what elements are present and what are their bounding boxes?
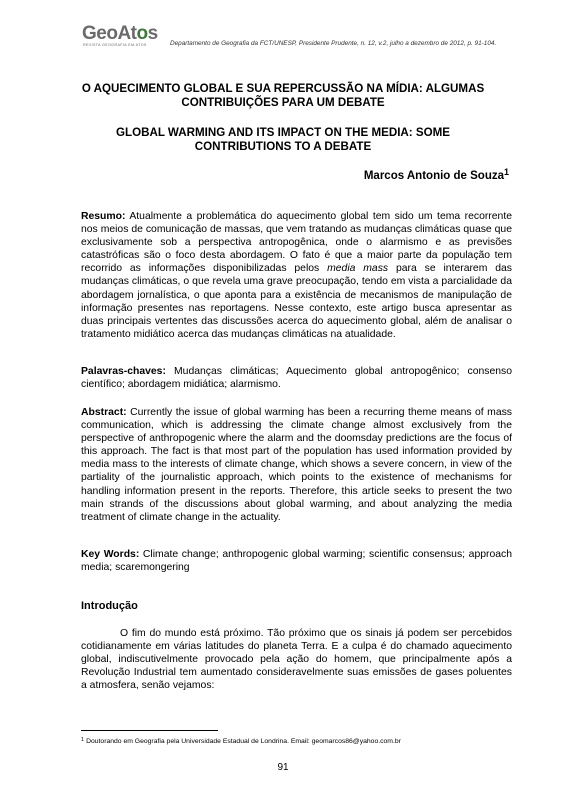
- footnote-text: Doutorando em Geografia pela Universidade Estadual de Londrina. Email: geomarcos86@yahoo.com.br: [86, 738, 401, 745]
- abstract-label: Abstract:: [81, 407, 127, 418]
- page-number: 91: [277, 762, 289, 773]
- key-words-paragraph: [81, 548, 512, 574]
- page-header: [82, 24, 542, 52]
- author-name: Marcos Antonio de Souza: [363, 170, 504, 182]
- key-words-text: Climate change; anthropogenic global warming; scientific consensus; approach media; scaremongering: [81, 549, 512, 574]
- intro-paragraph: O fim do mundo está próximo. Tão próximo que os sinais já podem ser percebidos cotidianamente em várias latitudes do planeta Terra. E a culpa é do chamado aquecimento global, indiscutivelmente provocado pela ação do homem, que principalmente após a Revolução Industrial tem aumentado consideravelmente suas emissões de gases poluentes a atmosfera, senão vejamos:: [81, 628, 512, 692]
- palavras-chave-text: Mudanças climáticas; Aquecimento global antropogênico; consenso científico; abordagem midiática; alarmismo.: [81, 366, 512, 391]
- resumo-label: Resumo:: [81, 211, 126, 222]
- resumo-italic: media mass: [327, 263, 389, 275]
- footnote: [81, 737, 401, 745]
- author-footnote-mark: 1: [503, 167, 509, 177]
- journal-info: Departamento de Geografia da FCT/UNESP, Presidente Prudente, n. 12, v.2, julho a dezembro de 2012, p. 91-104.: [170, 40, 497, 47]
- resumo-paragraph: [81, 210, 512, 341]
- logo-wordmark: GeoAtos: [82, 23, 158, 44]
- palavras-chave-label: Palavras-chaves:: [81, 366, 166, 377]
- abstract-text: Currently the issue of global warming has been a recurring theme means of mass communication, which is addressing the climate change almost exclusively from the perspective of anthropogenic where the alarm and the doomsday predictions are the focus of this approach. The fact is that most part of the population has used information provided by media mass to the interests of climate change, which shows a severe concern, in view of the partiality of the journalistic approach, which points to the existence of mechanisms for handling information present in the reports. Therefore, this article seeks to present the two main strands of the discussions about global warming, and about analyzing the media treatment of climate change in the actuality.: [81, 407, 512, 523]
- title-english: GLOBAL WARMING AND ITS IMPACT ON THE MEDIA: SOME CONTRIBUTIONS TO A DEBATE: [115, 126, 451, 153]
- title-portuguese: O AQUECIMENTO GLOBAL E SUA REPERCUSSÃO NA MÍDIA: ALGUMAS CONTRIBUIÇÕES PARA UM DEBATE: [81, 82, 485, 109]
- footnote-divider: [81, 730, 218, 731]
- resumo-text-2: para se interarem das mudanças climáticas, o que revela uma grave preocupação, tendo em vista a parcialidade da abordagem jornalística, o que aponta para a existência de mecanismos de manipulação de informação presentes nas reportagens. Nesse contexto, este artigo busca apresentar as duas principais vertentes das discussões acerca do aquecimento global, além de analisar o tratamento midiático acerca das mudanças climáticas na atualidade.: [81, 263, 512, 340]
- logo-tagline: REVISTA GEOGRAFIA EM ATOS: [83, 43, 147, 47]
- abstract-paragraph: [81, 406, 512, 524]
- author-line: [364, 167, 509, 182]
- key-words-label: Key Words:: [81, 549, 140, 560]
- section-title-introducao: Introdução: [81, 600, 138, 612]
- journal-logo: [82, 24, 172, 50]
- footnote-mark: 1: [81, 737, 85, 743]
- palavras-chave-paragraph: [81, 365, 512, 391]
- resumo-text-1: Atualmente a problemática do aquecimento global tem sido um tema recorrente nos meios de comunicação de massas, que vem tratando as mudanças climáticas quase que exclusivamente sob a perspectiva antropogênica, onde o alarmismo e as previsões catastróficas são o foco desta abordagem. O fato é que a maior parte da população tem recorrido as informações disponibilizadas pelos: [81, 211, 512, 275]
